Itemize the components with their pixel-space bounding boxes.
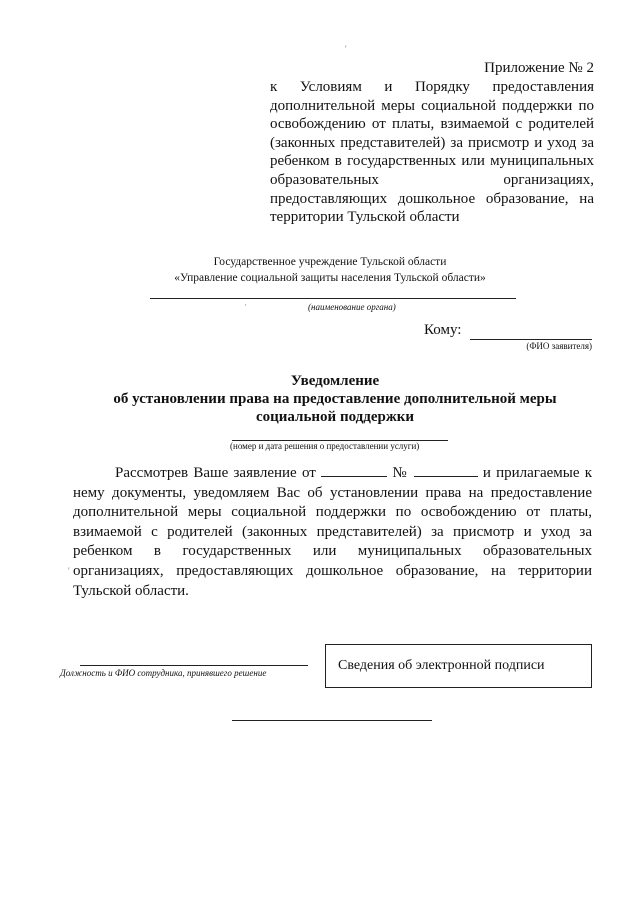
notice-title: Уведомление [290, 373, 380, 389]
organization-line-1: Государственное учреждение Тульской области [213, 256, 447, 268]
number-sign: № [392, 465, 409, 481]
scan-mark-2: ' [68, 566, 70, 576]
recipient-caption: (ФИО заявителя) [526, 341, 592, 351]
appendix-body: к Условиям и Порядку предоставления дополнительной меры социальной поддержки по освобождению от платы, взимаемой с родителей (законных представителей) за присмотр и уход за ребенком в государственных или муниципальных образовательных организациях, предоставляющих дошкольное образование, на территории Тульской области [270, 79, 594, 226]
employee-caption: Должность и ФИО сотрудника, принявшего решение [60, 668, 267, 678]
scan-dot: · [244, 300, 247, 310]
recipient-label: Кому: [424, 322, 462, 338]
scan-mark: ' [345, 44, 347, 54]
esign-label: Сведения об электронной подписи [338, 658, 545, 673]
notice-body [73, 464, 592, 601]
organization-line-2: «Управление социальной защиты населения Тульской области» [174, 272, 486, 284]
employee-rule [80, 665, 308, 666]
appendix-title: Приложение № 2 [484, 60, 594, 76]
organization-caption: (наименование органа) [308, 302, 396, 312]
organization-rule [150, 298, 516, 299]
body-part-1: Рассмотрев Ваше заявление от [115, 465, 316, 481]
esign-box [325, 644, 592, 688]
notice-subtitle-2: социальной поддержки [255, 409, 414, 425]
application-number-field[interactable] [414, 464, 478, 477]
recipient-field-line[interactable] [470, 339, 592, 340]
notice-subtitle-1: об установлении права на предоставление дополнительной меры [113, 391, 557, 407]
bottom-rule [232, 720, 432, 721]
decision-caption: (номер и дата решения о предоставлении услуги) [230, 441, 420, 451]
body-part-2: и прилагаемые к нему документы, уведомляем Вас об установлении права на предоставление дополнительной меры социальной поддержки по освобождению от платы, взимаемой с родителей (законных представителей) за присмотр и уход за ребенком в государственных или муниципальных образовательных организациях, предоставляющих дошкольное образование, на территории Тульской области. [73, 465, 593, 599]
application-date-field[interactable] [321, 464, 387, 477]
